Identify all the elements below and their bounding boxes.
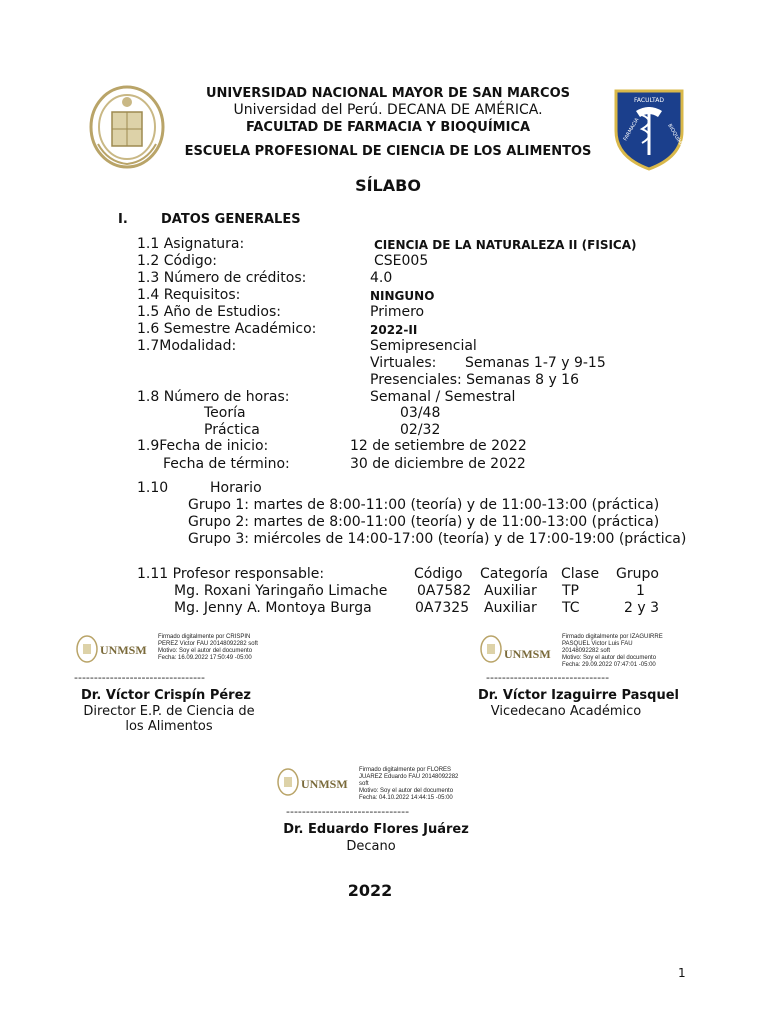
horario-grupo-2: Grupo 2: martes de 8:00-11:00 (teoría) y de 11:00-13:00 (práctica) bbox=[188, 514, 660, 530]
unmsm-crest-logo bbox=[88, 84, 166, 170]
horario-number: 1.10 bbox=[137, 480, 169, 496]
section-number: I. bbox=[118, 212, 128, 227]
faculty-shield-logo bbox=[612, 85, 686, 171]
profesor-grupo: 1 bbox=[636, 583, 645, 599]
label-asignatura: 1.1 Asignatura: bbox=[137, 236, 245, 252]
shield-top-text: FACULTAD bbox=[634, 97, 664, 104]
digital-signature-text: Firmado digitalmente por IZAGUIRRE PASQUEL Victor Luis FAU 20148092282 soft Motivo: Soy el autor del documento Fecha: 29.09.2022 07:47:01 -05:00 bbox=[562, 634, 663, 668]
profesor-codigo: 0A7582 bbox=[417, 583, 472, 599]
label-horas: 1.8 Número de horas: bbox=[137, 389, 290, 405]
header-categoria: Categoría bbox=[480, 566, 549, 582]
horario-grupo-1: Grupo 1: martes de 8:00-11:00 (teoría) y de 11:00-13:00 (práctica) bbox=[188, 497, 660, 513]
signer-role-center: Decano bbox=[346, 839, 396, 854]
signer-role-right: Vicedecano Académico bbox=[490, 704, 642, 719]
value-requisitos: NINGUNO bbox=[370, 289, 435, 303]
digital-signature-text: Firmado digitalmente por FLORES JUAREZ Eduardo FAU 20148092282 soft Motivo: Soy el autor del documento Fecha: 04.10.2022 14:44:15 -05:00 bbox=[359, 767, 459, 801]
value-fecha-termino: 30 de diciembre de 2022 bbox=[350, 456, 526, 472]
profesor-label: 1.11 Profesor responsable: bbox=[137, 566, 325, 582]
label-codigo: 1.2 Código: bbox=[137, 253, 218, 269]
document-year: 2022 bbox=[347, 881, 393, 900]
horario-grupo-3: Grupo 3: miércoles de 14:00-17:00 (teoría) y de 17:00-19:00 (práctica) bbox=[188, 531, 687, 547]
presenciales-text: Presenciales: Semanas 8 y 16 bbox=[370, 372, 579, 388]
page-number: 1 bbox=[678, 966, 686, 980]
profesor-nombre: Mg. Jenny A. Montoya Burga bbox=[174, 600, 372, 616]
stamp-text: UNMSM bbox=[504, 647, 551, 661]
signer-name-right: Dr. Víctor Izaguirre Pasquel bbox=[478, 688, 679, 703]
signer-name-center: Dr. Eduardo Flores Juárez bbox=[283, 822, 469, 837]
value-modalidad: Semipresencial bbox=[370, 338, 477, 354]
unmsm-seal-icon bbox=[76, 634, 98, 664]
stamp-text: UNMSM bbox=[100, 643, 147, 657]
signer-name-left: Dr. Víctor Crispín Pérez bbox=[81, 688, 251, 703]
faculty-name: FACULTAD DE FARMACIA Y BIOQUÍMICA bbox=[245, 120, 531, 135]
document-title: SÍLABO bbox=[355, 176, 421, 195]
digital-signature-text: Firmado digitalmente por CRISPIN PEREZ Victor FAU 20148092282 soft Motivo: Soy el autor del documento Fecha: 16.09.2022 17:50:49 -05:00 bbox=[158, 634, 258, 661]
stamp-text: UNMSM bbox=[301, 777, 348, 791]
horario-label: Horario bbox=[210, 480, 262, 496]
svg-text:FARMACIA: FARMACIA bbox=[622, 117, 641, 142]
header-clase: Clase bbox=[561, 566, 600, 582]
profesor-categoria: Auxiliar bbox=[484, 583, 537, 599]
university-name: UNIVERSIDAD NACIONAL MAYOR DE SAN MARCOS bbox=[206, 86, 570, 101]
label-requisitos: 1.4 Requisitos: bbox=[137, 287, 241, 303]
value-teoria: 03/48 bbox=[400, 405, 441, 421]
unmsm-seal-icon bbox=[277, 767, 299, 797]
profesor-codigo: 0A7325 bbox=[415, 600, 470, 616]
value-semestre: 2022-II bbox=[370, 323, 418, 337]
label-creditos: 1.3 Número de créditos: bbox=[137, 270, 307, 286]
unmsm-seal-icon bbox=[480, 634, 502, 664]
label-practica: Práctica bbox=[204, 422, 260, 438]
label-anio: 1.5 Año de Estudios: bbox=[137, 304, 281, 320]
signature-line-left: --------------------------------- bbox=[74, 671, 205, 684]
label-modalidad: 1.7Modalidad: bbox=[137, 338, 237, 354]
profesor-clase: TC bbox=[562, 600, 580, 616]
label-fecha-inicio: 1.9Fecha de inicio: bbox=[137, 438, 269, 454]
profesor-grupo: 2 y 3 bbox=[624, 600, 659, 616]
svg-text:BIOQUÍMICA: BIOQUÍMICA bbox=[666, 123, 686, 153]
profesor-categoria: Auxiliar bbox=[484, 600, 537, 616]
section-title: DATOS GENERALES bbox=[161, 212, 301, 227]
virtuales-label: Virtuales: bbox=[370, 355, 437, 371]
signer-role-left-2: los Alimentos bbox=[125, 719, 213, 734]
label-semestre: 1.6 Semestre Académico: bbox=[137, 321, 317, 337]
value-creditos: 4.0 bbox=[370, 270, 393, 286]
profesor-nombre: Mg. Roxani Yaringaño Limache bbox=[174, 583, 388, 599]
signature-line-center: ------------------------------- bbox=[286, 805, 410, 818]
signature-line-right: ------------------------------- bbox=[486, 671, 610, 684]
value-fecha-inicio: 12 de setiembre de 2022 bbox=[350, 438, 527, 454]
signer-role-left-1: Director E.P. de Ciencia de bbox=[83, 704, 255, 719]
school-name: ESCUELA PROFESIONAL DE CIENCIA DE LOS ALIMENTOS bbox=[184, 144, 592, 159]
value-codigo: CSE005 bbox=[374, 253, 429, 269]
value-horas: Semanal / Semestral bbox=[370, 389, 516, 405]
virtuales-value: Semanas 1-7 y 9-15 bbox=[465, 355, 606, 371]
label-fecha-termino: Fecha de término: bbox=[163, 456, 290, 472]
header-codigo: Código bbox=[414, 566, 463, 582]
profesor-clase: TP bbox=[562, 583, 579, 599]
value-asignatura: CIENCIA DE LA NATURALEZA II (FISICA) bbox=[374, 238, 637, 252]
university-subtitle: Universidad del Perú. DECANA DE AMÉRICA. bbox=[233, 102, 543, 118]
header-grupo: Grupo bbox=[616, 566, 659, 582]
value-anio: Primero bbox=[370, 304, 425, 320]
value-practica: 02/32 bbox=[400, 422, 441, 438]
label-teoria: Teoría bbox=[204, 405, 246, 421]
